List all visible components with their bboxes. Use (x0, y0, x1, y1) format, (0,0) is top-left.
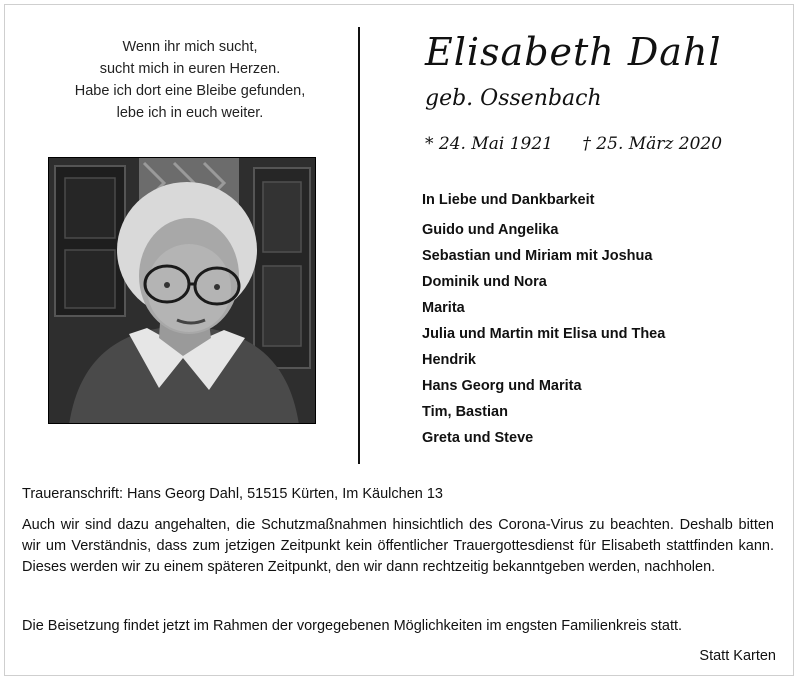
mourner-name: Hans Georg und Marita (422, 378, 582, 394)
mourner-name: Sebastian und Miriam mit Joshua (422, 248, 653, 264)
poem-line: Wenn ihr mich sucht, (122, 39, 258, 55)
poem-line: lebe ich in euch weiter. (116, 105, 264, 121)
birth-name: geb. Ossenbach (425, 86, 602, 111)
corona-notice: Auch wir sind dazu angehalten, die Schutzmaßnahmen hinsichtlich des Corona-Virus zu beachten. Deshalb bitten wir um Verständnis, dass zum jetzigen Zeitpunkt kein öffentlicher Trauergottesdienst für Elisabeth stattfinden kann. Dieses werden wir zu einem späteren Zeitpunkt, den wir dann rechtzeitig bekanntgeben werden, nachholen. (22, 517, 774, 575)
memorial-poem (40, 36, 340, 124)
birth-date: * 24. Mai 1921 (425, 134, 553, 154)
poem-line: Habe ich dort eine Bleibe gefunden, (74, 83, 306, 99)
mourner-name: Tim, Bastian (422, 404, 508, 420)
portrait-photo (48, 157, 316, 424)
death-date: † 25. März 2020 (582, 134, 723, 154)
mourning-address: Traueranschrift: Hans Georg Dahl, 51515 Kürten, Im Käulchen 13 (22, 486, 443, 502)
mourners-intro: In Liebe und Dankbarkeit (422, 192, 595, 208)
mourner-name: Julia und Martin mit Elisa und Thea (422, 326, 666, 342)
mourner-name: Marita (422, 300, 465, 316)
closing-note: Statt Karten (699, 648, 776, 664)
vertical-divider (358, 27, 360, 464)
life-dates (425, 134, 722, 154)
mourner-name: Guido und Angelika (422, 222, 559, 238)
poem-line: sucht mich in euren Herzen. (99, 61, 281, 77)
burial-notice: Die Beisetzung findet jetzt im Rahmen der vorgegebenen Möglichkeiten im engsten Familienkreis statt. (22, 618, 683, 634)
mourner-name: Greta und Steve (422, 430, 534, 446)
deceased-name: Elisabeth Dahl (425, 30, 722, 74)
mourner-name: Dominik und Nora (422, 274, 547, 290)
mourner-name: Hendrik (422, 352, 476, 368)
mourners-list (422, 192, 665, 451)
